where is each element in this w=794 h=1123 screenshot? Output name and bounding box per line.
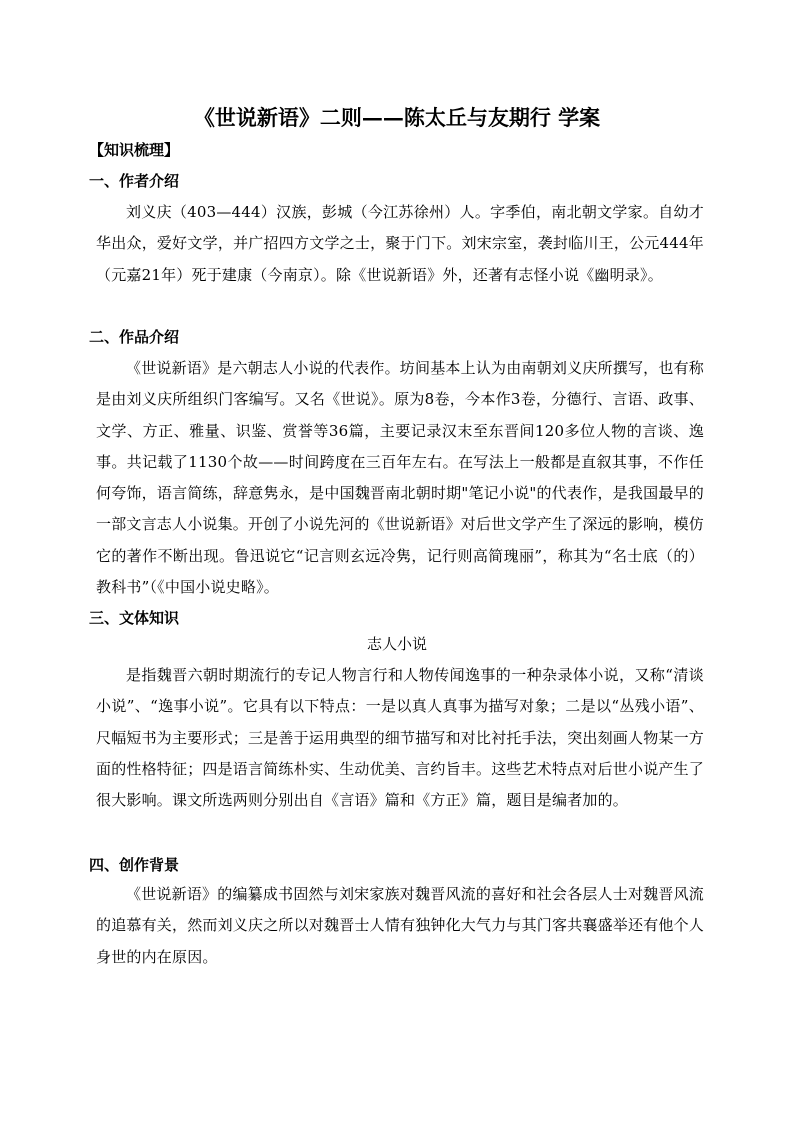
document-title: 《世说新语》二则——陈太丘与友期行 学案 xyxy=(193,105,601,130)
heading-author-intro: 一、作者介绍 xyxy=(89,172,180,190)
genre-subtitle: 志人小说 xyxy=(366,635,427,653)
heading-work-intro: 二、作品介绍 xyxy=(89,328,180,346)
paragraph-creation-background: 《世说新语》的编纂成书固然与刘宋家族对魏晋风流的喜好和社会各层人士对魏晋风流的追慕有关，然而刘义庆之所以对魏晋士人情有独钟化大气力与其门客共襄盛举还有他个人身世的内在原因。 xyxy=(96,885,705,966)
section-label: 【知识梳理】 xyxy=(89,141,180,159)
heading-creation-background: 四、创作背景 xyxy=(89,856,180,874)
paragraph-genre-knowledge: 是指魏晋六朝时期流行的专记人物言行和人物传闻逸事的一种杂录体小说，又称“清谈小说”、“逸事小说”。它具有以下特点：一是以真人真事为描写对象；二是以“丛残小语”、尺幅短书为主要形式；三是善于运用典型的细节描写和对比衬托手法，突出刻画人物某一方面的性格特征；四是语言简练朴实、生动优美、言约旨丰。这些艺术特点对后世小说产生了很大影响。课文所选两则分别出自《言语》篇和《方正》篇，题目是编者加的。 xyxy=(96,666,705,810)
heading-genre-knowledge: 三、文体知识 xyxy=(89,609,180,627)
paragraph-work-intro: 《世说新语》是六朝志人小说的代表作。坊间基本上认为由南朝刘义庆所撰写，也有称是由刘义庆所组织门客编写。又名《世说》。原为8卷，今本作3卷，分德行、言语、政事、文学、方正、雅量、识鉴、赏誉等36篇，主要记录汉末至东晋间120多位人物的言谈、逸事。共记载了1130个故——时间跨度在三百年左右。在写法上一般都是直叙其事，不作任何夸饰，语言简练，辞意隽永，是中国魏晋南北朝时期"笔记小说"的代表作，是我国最早的一部文言志人小说集。开创了小说先河的《世说新语》对后世文学产生了深远的影响，模仿它的著作不断出现。鲁迅说它“记言则玄远冷隽，记行则高简瑰丽”，称其为“名士底（的）教科书”（《中国小说史略》。 xyxy=(96,359,705,597)
paragraph-author-intro: 刘义庆（403—444）汉族，彭城（今江苏徐州）人。字季伯，南北朝文学家。自幼才华出众，爱好文学，并广招四方文学之士，聚于门下。刘宋宗室，袭封临川王，公元444年（元嘉21年）死于建康（今南京）。除《世说新语》外，还著有志怪小说《幽明录》。 xyxy=(96,203,704,284)
